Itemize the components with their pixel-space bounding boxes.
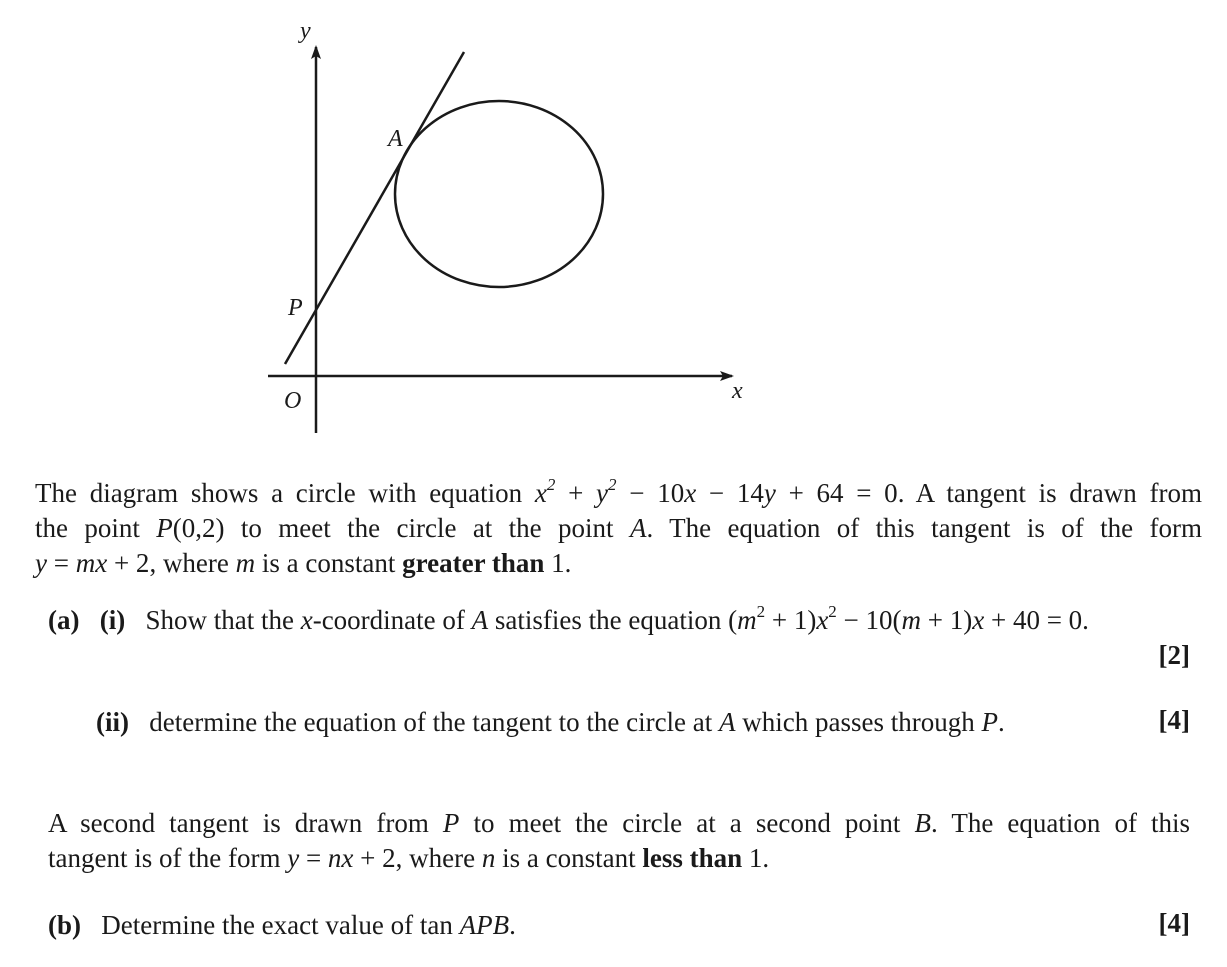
marks-a-ii: [4] bbox=[1158, 705, 1190, 735]
tangent-line bbox=[285, 52, 464, 364]
x-axis-label: x bbox=[732, 378, 743, 404]
second-tangent-paragraph: A second tangent is drawn from P to meet the circle at a second point B. The equation of this tangent is of the form y = nx + 2, where n is a constant less than 1. bbox=[48, 808, 1191, 873]
question-a-ii: (ii) determine the equation of the tangent to the circle at A which passes through P. bbox=[96, 707, 1005, 737]
y-axis-label: y bbox=[300, 18, 311, 44]
question-a-i: (a) (i) Show that the x-coordinate of A satisfies the equation $(m^2 + 1)x^2 - 10(m + 1)x + 40 = 0$. bbox=[48, 602, 1089, 635]
point-p-label: P bbox=[288, 295, 303, 321]
circle-tangent-diagram bbox=[0, 0, 1227, 460]
point-a-label: A bbox=[388, 126, 403, 152]
marks-a-i: [2] bbox=[1158, 640, 1190, 670]
origin-label: O bbox=[284, 388, 302, 414]
question-b: (b) Determine the exact value of tan APB. bbox=[48, 910, 516, 940]
marks-b: [4] bbox=[1158, 908, 1190, 938]
circle bbox=[395, 101, 603, 287]
intro-paragraph: The diagram shows a circle with equation $x^2 + y^2 - 10x - 14y + 64 = 0$. A tangent is drawn from the point P(0,2) to meet the circle at the point A. The equation of this tangent is of the form y = mx + 2, where m is a constant greater than 1. bbox=[35, 475, 1203, 578]
